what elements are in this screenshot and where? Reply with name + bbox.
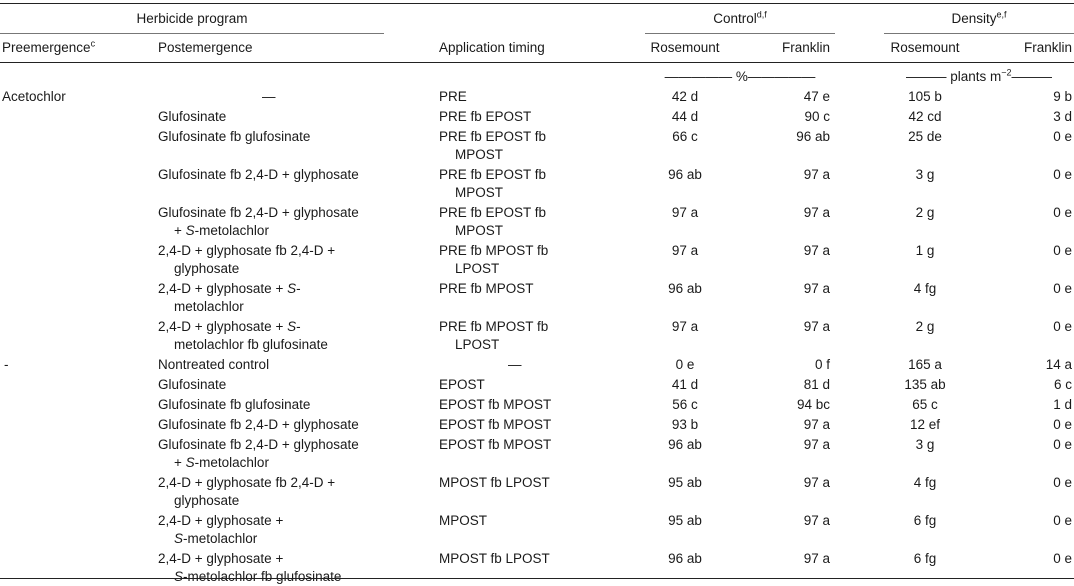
cell-control-franklin: 97 a bbox=[803, 167, 830, 182]
cell-application-timing: MPOST fb LPOST bbox=[439, 551, 550, 566]
cell-density-rosemount: 25 de bbox=[908, 129, 942, 144]
cell-density-rosemount: 1 g bbox=[915, 243, 935, 258]
cell-density-franklin: 0 e bbox=[1053, 167, 1072, 182]
cell-postemergence: 2,4-D + glyphosate + bbox=[158, 551, 284, 566]
cell-control-franklin: 81 d bbox=[803, 377, 830, 392]
cell-postemergence: Glufosinate fb glufosinate bbox=[158, 129, 311, 144]
cell-density-franklin: 0 e bbox=[1053, 243, 1072, 258]
cell-application-timing: PRE fb MPOST bbox=[439, 281, 534, 296]
cell-density-franklin: 0 e bbox=[1053, 475, 1072, 490]
cell-application-timing: PRE fb EPOST fb bbox=[439, 129, 547, 144]
cell-density-rosemount: 65 c bbox=[912, 397, 938, 412]
cell-control-franklin: 97 a bbox=[803, 513, 830, 528]
cell-control-franklin: 97 a bbox=[803, 319, 830, 334]
cell-density-rosemount: 2 g bbox=[915, 205, 935, 220]
cell-postemergence: 2,4-D + glyphosate fb 2,4-D + bbox=[158, 475, 336, 490]
cell-density-franklin: 0 e bbox=[1053, 417, 1072, 432]
cell-postemergence: Glufosinate fb 2,4-D + glyphosate bbox=[158, 205, 359, 220]
header-bottom-rule bbox=[0, 62, 1074, 63]
cell-density-franklin: 0 e bbox=[1053, 319, 1072, 334]
cell-postemergence: 2,4-D + glyphosate + S- bbox=[158, 319, 301, 334]
cell-density-rosemount: 6 fg bbox=[913, 513, 937, 528]
cell-density-rosemount: 4 fg bbox=[913, 281, 937, 296]
cell-control-rosemount: 97 a bbox=[671, 243, 699, 258]
col-rosemount-density: Rosemount bbox=[890, 40, 960, 55]
cell-postemergence: + S-metolachlor bbox=[174, 455, 269, 470]
cell-postemergence: Glufosinate fb 2,4-D + glyphosate bbox=[158, 417, 359, 432]
cell-application-timing: EPOST bbox=[439, 377, 485, 392]
cell-control-rosemount: 97 a bbox=[671, 319, 699, 334]
cell-control-rosemount: 96 ab bbox=[668, 281, 702, 296]
cell-control-rosemount: 95 ab bbox=[668, 475, 702, 490]
cell-density-franklin: 0 e bbox=[1053, 281, 1072, 296]
cell-density-rosemount: 4 fg bbox=[913, 475, 937, 490]
cell-application-timing: PRE bbox=[439, 89, 467, 104]
cell-application-timing: PRE fb MPOST fb bbox=[439, 243, 549, 258]
cell-postemergence: Glufosinate bbox=[158, 109, 227, 124]
cell-control-rosemount: 97 a bbox=[671, 205, 699, 220]
table-top-rule bbox=[0, 3, 1074, 4]
cell-application-timing: PRE fb EPOST fb bbox=[439, 205, 547, 220]
cell-application-timing: PRE fb EPOST fb bbox=[439, 167, 547, 182]
program-underline bbox=[0, 33, 384, 34]
cell-density-rosemount: 105 b bbox=[908, 89, 942, 104]
cell-postemergence: metolachlor bbox=[174, 299, 244, 314]
cell-preemergence: - bbox=[4, 357, 9, 372]
col-postemergence: Postemergence bbox=[158, 40, 253, 55]
cell-density-franklin: 1 d bbox=[1053, 397, 1072, 412]
cell-density-rosemount: 6 fg bbox=[913, 551, 937, 566]
cell-control-rosemount: 41 d bbox=[671, 377, 699, 392]
cell-application-timing: MPOST fb LPOST bbox=[439, 475, 550, 490]
cell-preemergence: Acetochlor bbox=[2, 89, 66, 104]
cell-postemergence: S-metolachlor fb glufosinate bbox=[174, 569, 342, 584]
cell-application-timing: MPOST bbox=[439, 513, 488, 528]
cell-density-rosemount: 42 cd bbox=[908, 109, 942, 124]
cell-density-franklin: 3 d bbox=[1053, 109, 1072, 124]
cell-control-franklin: 97 a bbox=[803, 205, 830, 220]
units-density: ——— plants $m^{-2}———$ bbox=[905, 67, 1053, 84]
cell-control-franklin: 97 a bbox=[803, 437, 830, 452]
cell-control-franklin: 97 a bbox=[803, 475, 830, 490]
cell-application-timing: MPOST bbox=[455, 185, 504, 200]
cell-postemergence: S-metolachlor bbox=[174, 531, 258, 546]
cell-application-timing: EPOST fb MPOST bbox=[439, 397, 552, 412]
header-herbicide-program: Herbicide program bbox=[136, 11, 248, 26]
cell-application-timing: EPOST fb MPOST bbox=[439, 417, 552, 432]
cell-postemergence: Glufosinate fb 2,4-D + glyphosate bbox=[158, 437, 359, 452]
header-density: Density$^{e,f}$ bbox=[951, 9, 1007, 26]
cell-control-rosemount: 42 d bbox=[671, 89, 699, 104]
cell-control-rosemount: 0 e bbox=[675, 357, 695, 372]
cell-application-timing: LPOST bbox=[455, 337, 500, 352]
col-application-timing: Application timing bbox=[439, 40, 545, 55]
cell-postemergence: glyphosate bbox=[174, 261, 240, 276]
cell-postemergence: Glufosinate bbox=[158, 377, 227, 392]
cell-density-rosemount: 3 g bbox=[915, 437, 935, 452]
cell-density-franklin: 0 e bbox=[1053, 205, 1072, 220]
cell-density-franklin: 0 e bbox=[1053, 551, 1072, 566]
cell-density-franklin: 9 b bbox=[1053, 89, 1072, 104]
cell-control-rosemount: 66 c bbox=[672, 129, 698, 144]
cell-control-rosemount: 96 ab bbox=[668, 551, 702, 566]
cell-control-rosemount: 96 ab bbox=[668, 167, 702, 182]
header-control: Control$^{d,f}$ bbox=[713, 9, 767, 26]
cell-density-franklin: 0 e bbox=[1053, 129, 1072, 144]
cell-application-timing: LPOST bbox=[455, 261, 500, 276]
cell-control-franklin: 97 a bbox=[803, 551, 830, 566]
cell-density-rosemount: 165 a bbox=[908, 357, 942, 372]
col-franklin-control: Franklin bbox=[781, 40, 830, 55]
cell-density-franklin: 14 a bbox=[1045, 357, 1072, 372]
cell-control-franklin: 97 a bbox=[803, 281, 830, 296]
cell-control-franklin: 0 f bbox=[814, 357, 830, 372]
cell-control-franklin: 97 a bbox=[803, 243, 830, 258]
cell-density-rosemount: 3 g bbox=[915, 167, 935, 182]
table-bottom-rule bbox=[0, 578, 1074, 579]
cell-control-franklin: 94 bc bbox=[796, 397, 830, 412]
col-preemergence: Preemergence$^c$ bbox=[2, 38, 96, 55]
cell-density-franklin: 0 e bbox=[1053, 513, 1072, 528]
cell-application-timing: MPOST bbox=[455, 147, 504, 162]
cell-postemergence: Glufosinate fb glufosinate bbox=[158, 397, 311, 412]
cell-postemergence: + S-metolachlor bbox=[174, 223, 269, 238]
cell-control-rosemount: 96 ab bbox=[668, 437, 702, 452]
cell-density-franklin: 0 e bbox=[1053, 437, 1072, 452]
cell-density-rosemount: 2 g bbox=[915, 319, 935, 334]
cell-application-timing: PRE fb MPOST fb bbox=[439, 319, 549, 334]
cell-control-rosemount: 56 c bbox=[672, 397, 698, 412]
cell-density-rosemount: 135 ab bbox=[904, 377, 946, 392]
cell-postemergence: Nontreated control bbox=[158, 357, 270, 372]
cell-control-franklin: 97 a bbox=[803, 417, 830, 432]
control-underline bbox=[645, 33, 835, 34]
cell-postemergence: glyphosate bbox=[174, 493, 240, 508]
col-rosemount-control: Rosemount bbox=[650, 40, 720, 55]
cell-postemergence: Glufosinate fb 2,4-D + glyphosate bbox=[158, 167, 359, 182]
cell-control-rosemount: 93 b bbox=[671, 417, 699, 432]
cell-application-timing: PRE fb EPOST bbox=[439, 109, 532, 124]
cell-control-franklin: 96 ab bbox=[796, 129, 830, 144]
cell-density-franklin: 6 c bbox=[1053, 377, 1072, 392]
cell-application-timing: — bbox=[508, 357, 522, 372]
cell-control-franklin: 47 e bbox=[803, 89, 830, 104]
cell-postemergence: 2,4-D + glyphosate + S- bbox=[158, 281, 301, 296]
cell-control-rosemount: 95 ab bbox=[668, 513, 702, 528]
cell-control-rosemount: 44 d bbox=[671, 109, 699, 124]
cell-postemergence: 2,4-D + glyphosate fb 2,4-D + bbox=[158, 243, 336, 258]
cell-density-rosemount: 12 ef bbox=[909, 417, 941, 432]
cell-application-timing: MPOST bbox=[455, 223, 504, 238]
cell-application-timing: EPOST fb MPOST bbox=[439, 437, 552, 452]
units-control: ————— %————— bbox=[664, 69, 816, 84]
density-underline bbox=[884, 33, 1074, 34]
cell-postemergence: — bbox=[262, 89, 276, 104]
cell-postemergence: 2,4-D + glyphosate + bbox=[158, 513, 284, 528]
col-franklin-density: Franklin bbox=[1023, 40, 1072, 55]
cell-postemergence: metolachlor fb glufosinate bbox=[174, 337, 328, 352]
cell-control-franklin: 90 c bbox=[804, 109, 830, 124]
